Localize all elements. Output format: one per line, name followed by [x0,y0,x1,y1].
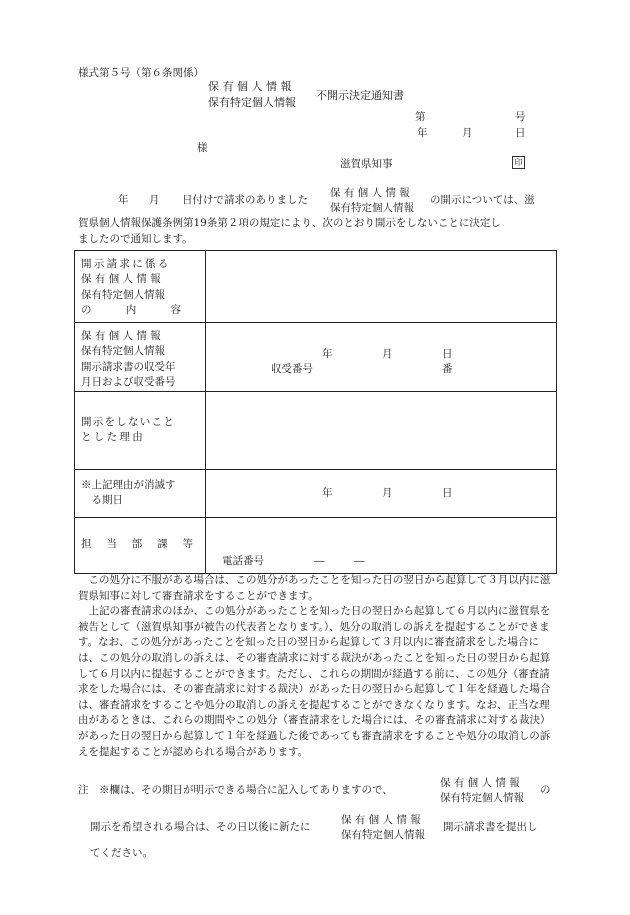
addressee-honorific: 様 [197,142,208,154]
phone-dash-2: ― [354,554,365,567]
label-line: 保有特定個人情報 [81,345,165,358]
intro-year: 年 [118,194,129,206]
intro-info-type [330,186,414,216]
page-title: 不開示決定通知書 [316,89,404,102]
phone-label: 電話番号 [222,554,264,567]
label-line: 開示をしないこと [81,415,176,428]
intro-text: 日付けで請求のありました [182,194,308,206]
phone-dash-1: ― [314,554,325,567]
intro-info-line-a: 保 有 個 人 情 報 [330,187,410,199]
expiry-year: 年 [322,486,333,499]
title-info-line-a: 保 有 個 人 情 報 [208,80,292,93]
value-expiry [206,469,557,517]
value-request-content [206,251,557,323]
expiry-month: 月 [382,486,393,499]
notice-appeal: この処分に不服がある場合は、この処分があったことを知った日の翌日から起算して３月以内に滋賀県知事に対して審査請求をすることができます。 [78,574,551,602]
table-row [75,391,557,469]
label-line: 保有特定個人情報 [81,288,165,301]
receipt-number-label: 収受番号 [271,363,313,375]
label-part: 容 [170,304,181,317]
table-row [75,469,557,517]
note-head: 注 ※欄は、その期日が明示できる場合に記入してありますので、 [78,784,393,796]
note-line-2-info-type [341,813,425,843]
row-label-reason [75,391,206,469]
seal-mark: 印 [512,156,525,169]
form-number: 様式第５号（第６条関係） [78,67,204,79]
row-label-receipt [75,323,206,392]
note-line-2-post: 開示請求書を提出し [443,821,538,833]
intro-info-line-b: 保有特定個人情報 [330,202,414,215]
label-line: る期日 [91,494,123,507]
note-line-2-info-b: 保有特定個人情報 [341,829,425,842]
row-label-request-content [75,251,206,323]
doc-date-day: 日 [515,127,526,139]
table-row [75,517,557,573]
label-line: ※上記理由が消滅す [81,478,176,491]
receipt-day: 日 [442,348,453,360]
label-line: 保 有 個 人 情 報 [81,330,161,342]
info-table [74,250,557,574]
label-line: 月日および収受番号 [81,376,176,389]
intro-line-2: 賀県個人情報保護条例第19条第２項の規定により、次のとおり開示をしないことに決定し [78,217,501,229]
value-department [206,517,557,573]
label-line: とした理由 [81,431,146,444]
label-line: 保 有 個 人 情 報 [81,273,161,286]
label-part: 内 [125,304,137,317]
row-label-department [75,517,206,573]
expiry-day: 日 [442,486,453,499]
label-line: 開示請求に係る [81,258,171,270]
label-part: の [81,304,92,317]
doc-number-prefix: 第 [415,111,426,123]
intro-after: の開示については、滋 [430,194,535,206]
note-tail: の [540,784,551,796]
label-line [81,303,181,318]
issuer: 滋賀県知事 [340,158,393,170]
note-info-line-b: 保有特定個人情報 [440,792,524,805]
note-line-2-info-a: 保 有 個 人 情 報 [341,814,421,826]
notice-lawsuit: 上記の審査請求のほか、この処分があったことを知った日の翌日から起算して６月以内に滋賀県を被告として（滋賀県知事が被告の代表者となります。）、処分の取消しの訴えを提起することができます。なお、この処分があったことを知った日の翌日から起算して３月以内に審査請求をした場合には、この処分の取消しの訴えは、その審査請求に対する裁決があったことを知った日の翌日から起算して６月以内に提起することができます。ただし、これらの期間が経過する前に、この処分（審査請求をした場合には、その審査請求に対する裁決）があった日の翌日から起算して１年を経過した場合は、審査請求をすることや処分の取消しの訴えを提起することができなくなります。なお、正当な理由があるときは、これらの期間やこの処分（審査請求をした場合には、その審査請求に対する裁決）があった日の翌日から起算して１年を経過した後であっても審査請求をすることや処分の取消しの訴えを提起することが認められる場合があります。 [78,605,551,758]
doc-number-suffix: 号 [515,111,526,123]
receipt-month: 月 [382,348,393,360]
receipt-year: 年 [322,348,333,360]
receipt-number-suffix: 番 [442,363,453,375]
intro-line-3: ましたので通知します。 [78,233,193,245]
doc-date-month: 月 [462,127,473,139]
doc-date-year: 年 [417,127,428,139]
note-info-type [440,776,524,806]
intro-month: 月 [149,194,160,206]
title-info-type [208,79,296,111]
row-label-expiry [75,469,206,517]
table-row [75,251,557,323]
notice-section [78,573,555,760]
note-info-line-a: 保 有 個 人 情 報 [440,777,520,789]
label-line: 担 当 部 課 等 [81,538,199,551]
label-line: 開示請求書の収受年 [81,360,176,373]
note-line-2-pre: 開示を希望される場合は、その日以後に新たに [90,821,311,833]
table-row [75,323,557,392]
note-line-3: てください。 [90,847,153,859]
value-reason [206,391,557,469]
title-info-line-b: 保有特定個人情報 [208,95,296,109]
value-receipt [206,323,557,392]
